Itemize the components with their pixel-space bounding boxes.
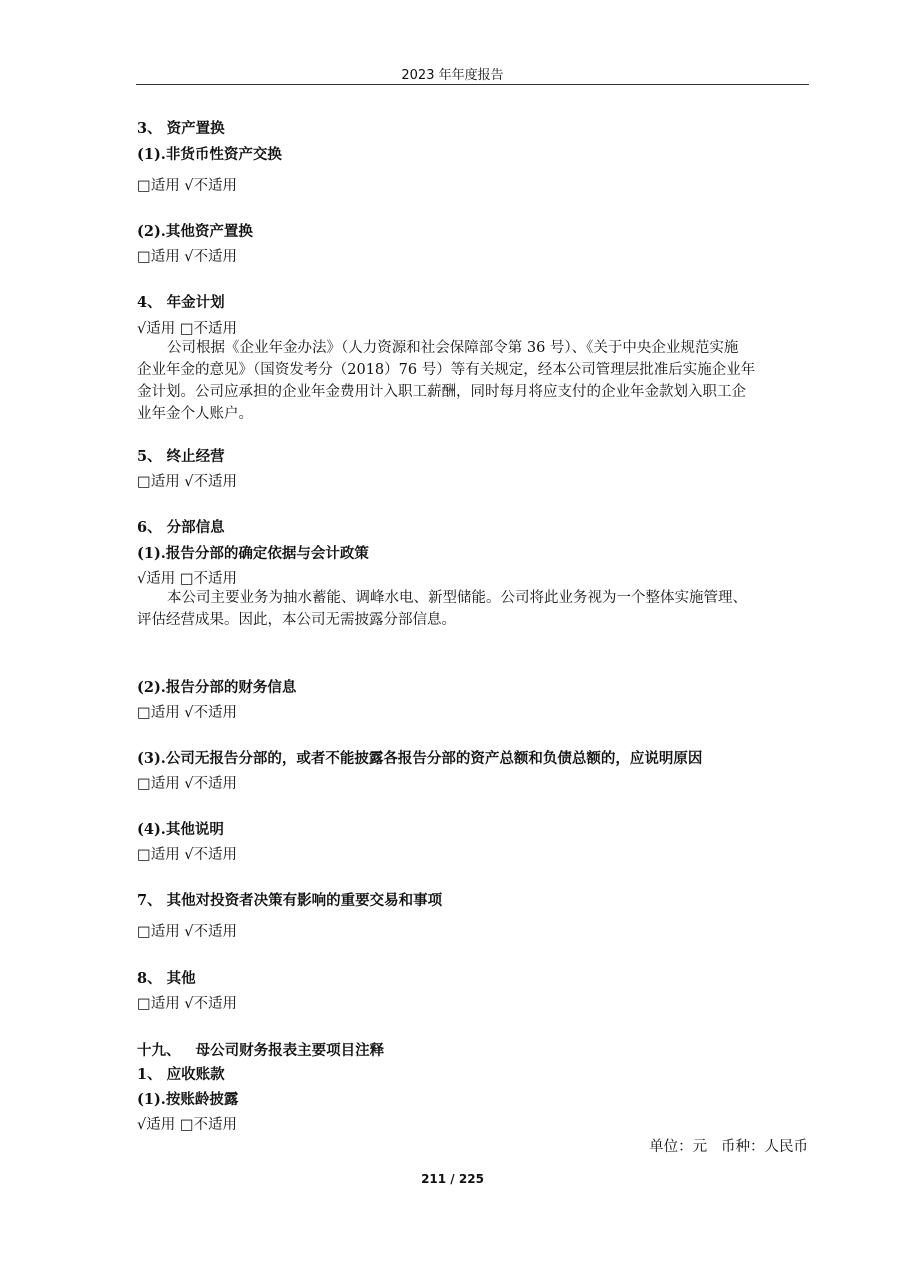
section-4-line-2: 企业年金的意见》（国资发考分（2018）76 号）等有关规定，经本公司管理层批准后实施企业年	[137, 362, 756, 378]
section-6-1-line-2: 评估经营成果。因此，本公司无需披露分部信息。	[137, 612, 456, 628]
section-8-heading: 8、 其他	[137, 970, 196, 987]
section-4-line-4: 业年金个人账户。	[137, 406, 253, 422]
section-6-1-paragraph	[137, 587, 809, 631]
section-5-options: □适用 √不适用	[137, 474, 238, 490]
section-6-3-heading: (3).公司无报告分部的，或者不能披露各报告分部的资产总额和负债总额的，应说明原因	[137, 750, 703, 767]
section-6-heading: 6、 分部信息	[137, 519, 225, 536]
section-6-1-heading: (1).报告分部的确定依据与会计政策	[137, 545, 369, 562]
section-4-options: √适用 □不适用	[137, 321, 238, 337]
section-6-1-options: √适用 □不适用	[137, 571, 238, 587]
header-divider	[136, 84, 809, 85]
section-3-1-options: □适用 √不适用	[137, 178, 238, 194]
section-4-line-3: 金计划。公司应承担的企业年金费用计入职工薪酬，同时每月将应支付的企业年金款划入职工企	[137, 384, 746, 400]
section-3-1-heading: (1).非货币性资产交换	[137, 146, 282, 163]
section-3-heading: 3、 资产置换	[137, 120, 225, 137]
section-4-paragraph	[137, 337, 809, 425]
header-title: 2023 年年度报告	[401, 68, 504, 83]
section-6-3-options: □适用 √不适用	[137, 776, 238, 792]
section-6-1-line-1: 本公司主要业务为抽水蓄能、调峰水电、新型储能。公司将此业务视为一个整体实施管理、	[167, 590, 747, 606]
section-19-1-1-options: √适用 □不适用	[137, 1117, 238, 1133]
section-7-options: □适用 √不适用	[137, 924, 238, 940]
section-6-2-heading: (2).报告分部的财务信息	[137, 679, 297, 696]
section-7-heading: 7、 其他对投资者决策有影响的重要交易和事项	[137, 892, 443, 909]
section-19-heading: 十九、 母公司财务报表主要项目注释	[137, 1042, 385, 1059]
section-3-2-heading: (2).其他资产置换	[137, 223, 253, 240]
section-4-line-1: 公司根据《企业年金办法》（人力资源和社会保障部令第 36 号）、《关于中央企业规范实施	[167, 340, 739, 356]
section-19-1-heading: 1、 应收账款	[137, 1066, 225, 1083]
page-number: 211 / 225	[421, 1172, 484, 1186]
section-19-1-1-heading: (1).按账龄披露	[137, 1091, 239, 1108]
section-4-heading: 4、 年金计划	[137, 294, 225, 311]
section-6-4-options: □适用 √不适用	[137, 847, 238, 863]
section-3-2-options: □适用 √不适用	[137, 249, 238, 265]
unit-currency-note: 单位：元 币种：人民币	[649, 1139, 808, 1155]
section-8-options: □适用 √不适用	[137, 996, 238, 1012]
section-6-4-heading: (4).其他说明	[137, 821, 224, 838]
section-6-2-options: □适用 √不适用	[137, 705, 238, 721]
section-5-heading: 5、 终止经营	[137, 448, 225, 465]
